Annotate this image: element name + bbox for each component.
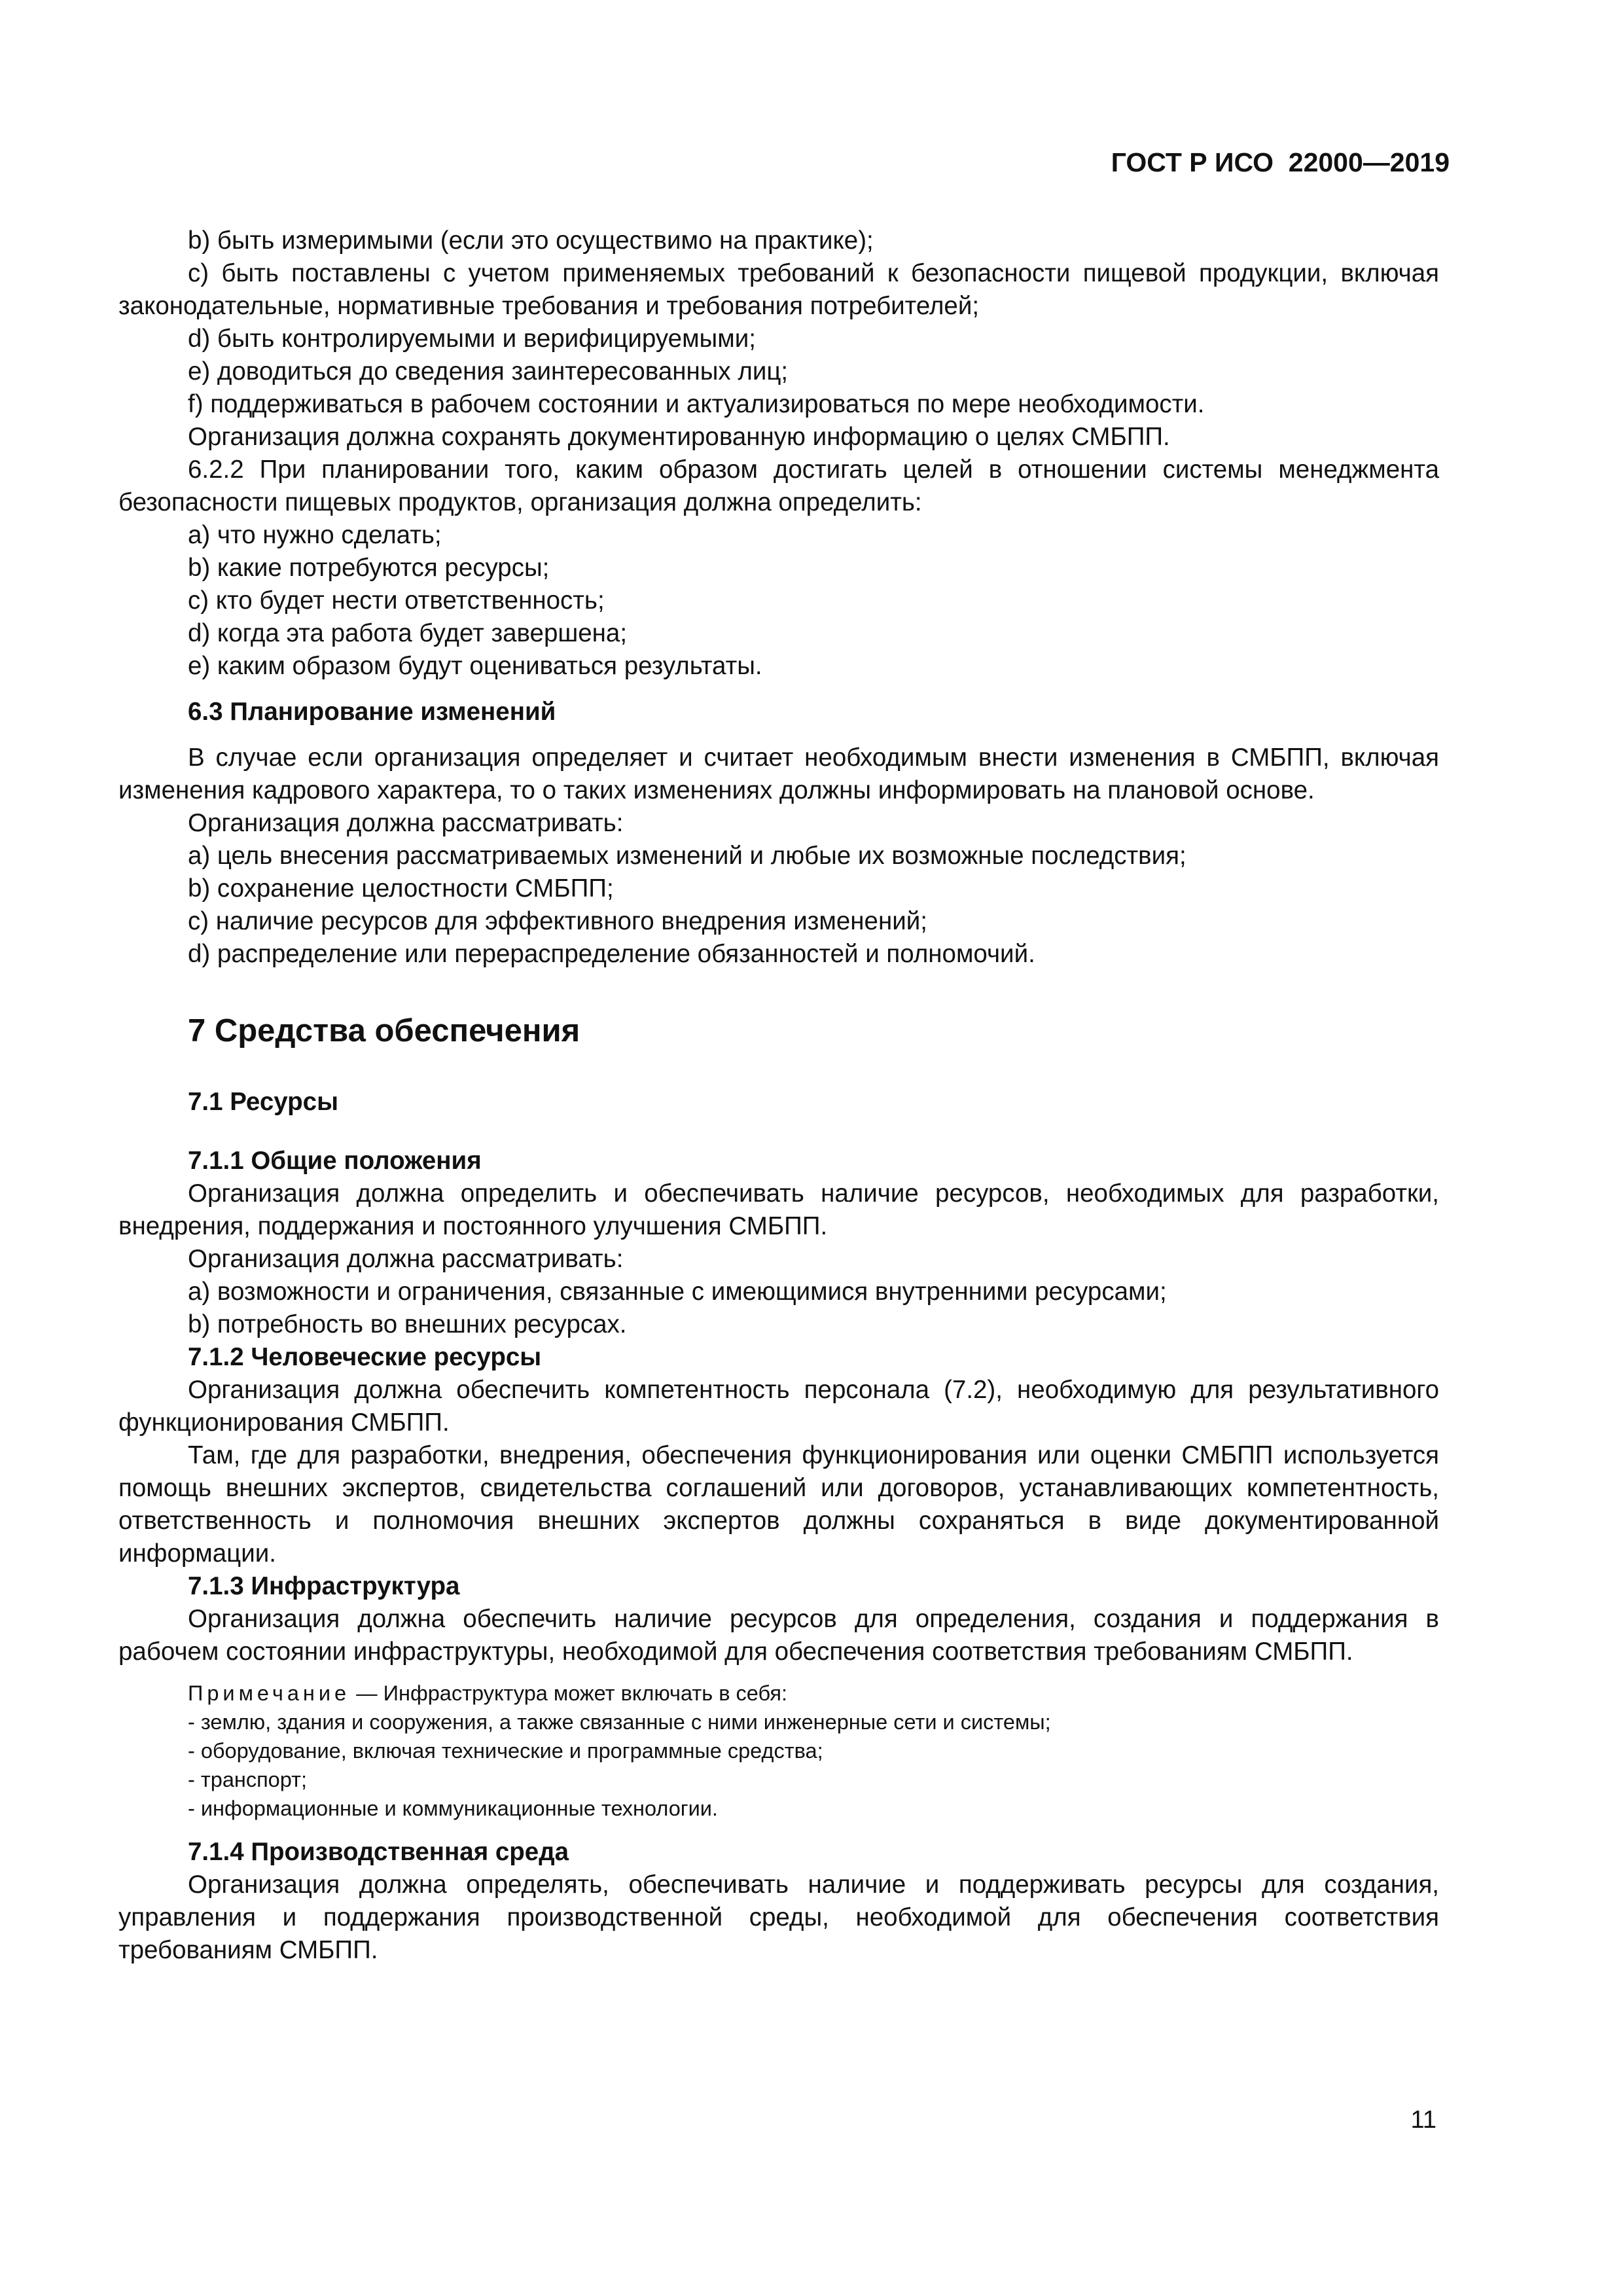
note-list-item: - землю, здания и сооружения, а также связанные с ними инженерные сети и системы; [188, 1710, 1051, 1734]
list-item: d) распределение или перераспределение обязанностей и полномочий. [188, 940, 1035, 968]
paragraph: В случае если организация определяет и считает необходимым внести изменения в СМБПП, включая изменения кадрового характера, то о таких изменениях должны информировать на плановой основе. [118, 744, 1439, 804]
list-item: b) сохранение целостности СМБПП; [188, 874, 614, 903]
list-item: a) что нужно сделать; [188, 521, 442, 549]
page-number: 11 [1410, 2106, 1436, 2134]
section-7-heading: 7 Средства обеспечения [188, 1013, 580, 1049]
note-list-item: - информационные и коммуникационные технологии. [188, 1797, 718, 1820]
section-7-1-3-heading: 7.1.3 Инфраструктура [188, 1572, 460, 1600]
section-7-1-2-heading: 7.1.2 Человеческие ресурсы [188, 1343, 542, 1371]
list-item: d) когда эта работа будет завершена; [188, 619, 628, 647]
list-item: c) кто будет нести ответственность; [188, 586, 605, 615]
note-list-item: - оборудование, включая технические и программные средства; [188, 1739, 823, 1763]
section-7-1-4-heading: 7.1.4 Производственная среда [188, 1838, 569, 1866]
section-7-1-heading: 7.1 Ресурсы [188, 1088, 338, 1116]
paragraph: Организация должна сохранять документированную информацию о целях СМБПП. [188, 423, 1170, 451]
note [118, 1679, 1439, 1708]
paragraph: Организация должна определять, обеспечивать наличие и поддерживать ресурсы для создания, управления и поддержания производственной среды, необходимой для обеспечения соответствия требованиям СМБПП. [118, 1871, 1439, 1964]
list-item: e) доводиться до сведения заинтересованных лиц; [188, 357, 789, 386]
list-item: c) быть поставлены с учетом применяемых требований к безопасности пищевой продукции, включая законодательные, нормативные требования и требования потребителей; [118, 259, 1439, 320]
document-header: ГОСТ Р ИСО 22000—2019 [1111, 147, 1450, 177]
paragraph: Организация должна обеспечить наличие ресурсов для определения, создания и поддержания в рабочем состоянии инфраструктуры, необходимой для обеспечения соответствия требованиям СМБПП. [118, 1605, 1439, 1666]
paragraph: Организация должна определить и обеспечивать наличие ресурсов, необходимых для разработки, внедрения, поддержания и постоянного улучшения СМБПП. [118, 1179, 1439, 1240]
list-item: c) наличие ресурсов для эффективного внедрения изменений; [188, 907, 927, 935]
list-item: a) возможности и ограничения, связанные с имеющимися внутренними ресурсами; [188, 1278, 1167, 1306]
note-label: Примечание [188, 1681, 351, 1705]
note-text: — Инфраструктура может включать в себя: [350, 1681, 787, 1705]
paragraph: Там, где для разработки, внедрения, обеспечения функционирования или оценки СМБПП используется помощь внешних экспертов, свидетельства соглашений или договоров, устанавливающих компетентность, ответственность и полномочия внешних экспертов должны сохраняться в виде документированной информации. [118, 1441, 1439, 1568]
note-list-item: - транспорт; [188, 1768, 308, 1791]
list-item: b) какие потребуются ресурсы; [188, 554, 550, 582]
paragraph: Организация должна рассматривать: [188, 1245, 624, 1273]
page-content [118, 224, 1439, 1967]
clause-6-2-2: 6.2.2 При планировании того, каким образом достигать целей в отношении системы менеджмента безопасности пищевых продуктов, организация должна определить: [118, 456, 1439, 516]
list-item: e) каким образом будут оцениваться результаты. [188, 652, 762, 680]
list-item: b) быть измеримыми (если это осуществимо на практике); [188, 226, 874, 255]
section-6-3-heading: 6.3 Планирование изменений [188, 698, 556, 726]
list-item: b) потребность во внешних ресурсах. [188, 1310, 627, 1338]
section-7-1-1-heading: 7.1.1 Общие положения [188, 1147, 482, 1175]
paragraph: Организация должна рассматривать: [188, 809, 624, 837]
list-item: f) поддерживаться в рабочем состоянии и актуализироваться по мере необходимости. [188, 390, 1205, 418]
list-item: d) быть контролируемыми и верифицируемыми; [188, 325, 756, 353]
paragraph: Организация должна обеспечить компетентность персонала (7.2), необходимую для результативного функционирования СМБПП. [118, 1376, 1439, 1437]
list-item: a) цель внесения рассматриваемых изменений и любые их возможные последствия; [188, 842, 1186, 870]
